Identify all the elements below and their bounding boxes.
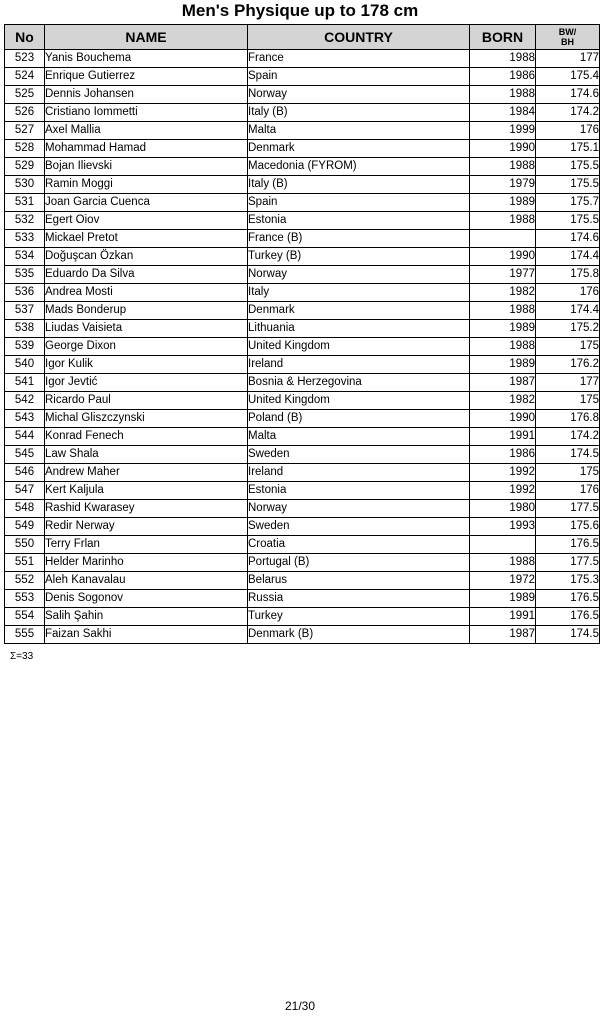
table-row xyxy=(5,608,600,626)
cell-no: 525 xyxy=(5,86,45,104)
table-row xyxy=(5,176,600,194)
cell-born: 1988 xyxy=(470,338,536,356)
cell-name: Faizan Sakhi xyxy=(45,626,248,644)
cell-name: Enrique Gutierrez xyxy=(45,68,248,86)
cell-no: 527 xyxy=(5,122,45,140)
cell-country: Italy (B) xyxy=(248,104,470,122)
cell-bw-bh: 174.5 xyxy=(536,626,600,644)
cell-no: 543 xyxy=(5,410,45,428)
table-row xyxy=(5,536,600,554)
cell-no: 529 xyxy=(5,158,45,176)
cell-bw-bh: 175.4 xyxy=(536,68,600,86)
cell-name: Law Shala xyxy=(45,446,248,464)
cell-no: 549 xyxy=(5,518,45,536)
table-row xyxy=(5,104,600,122)
cell-name: Mads Bonderup xyxy=(45,302,248,320)
cell-bw-bh: 175 xyxy=(536,464,600,482)
cell-name: Igor Kulik xyxy=(45,356,248,374)
cell-bw-bh: 174.4 xyxy=(536,248,600,266)
cell-born: 1989 xyxy=(470,356,536,374)
page-title: Men's Physique up to 178 cm xyxy=(181,1,419,20)
cell-country: France (B) xyxy=(248,230,470,248)
cell-no: 553 xyxy=(5,590,45,608)
cell-country: Estonia xyxy=(248,212,470,230)
cell-country: Malta xyxy=(248,428,470,446)
cell-born: 1988 xyxy=(470,158,536,176)
table-row xyxy=(5,554,600,572)
cell-bw-bh: 176.2 xyxy=(536,356,600,374)
cell-country: Lithuania xyxy=(248,320,470,338)
cell-bw-bh: 176 xyxy=(536,284,600,302)
column-header-name: NAME xyxy=(45,25,248,50)
cell-country: Denmark (B) xyxy=(248,626,470,644)
table-row xyxy=(5,230,600,248)
cell-no: 537 xyxy=(5,302,45,320)
cell-country: Sweden xyxy=(248,446,470,464)
cell-name: Joan Garcia Cuenca xyxy=(45,194,248,212)
cell-bw-bh: 175 xyxy=(536,392,600,410)
table-row xyxy=(5,464,600,482)
cell-bw-bh: 174.5 xyxy=(536,446,600,464)
cell-name: Yanis Bouchema xyxy=(45,50,248,68)
cell-name: Konrad Fenech xyxy=(45,428,248,446)
cell-born: 1988 xyxy=(470,50,536,68)
cell-born: 1984 xyxy=(470,104,536,122)
table-row xyxy=(5,50,600,68)
cell-bw-bh: 176.5 xyxy=(536,536,600,554)
cell-born: 1999 xyxy=(470,122,536,140)
cell-no: 530 xyxy=(5,176,45,194)
cell-country: Denmark xyxy=(248,302,470,320)
column-header-bw-bh xyxy=(536,25,600,50)
table-row xyxy=(5,446,600,464)
table-row xyxy=(5,320,600,338)
cell-born: 1989 xyxy=(470,590,536,608)
cell-born: 1988 xyxy=(470,212,536,230)
table-row xyxy=(5,482,600,500)
cell-no: 541 xyxy=(5,374,45,392)
cell-country: United Kingdom xyxy=(248,392,470,410)
cell-born: 1990 xyxy=(470,410,536,428)
cell-born: 1977 xyxy=(470,266,536,284)
cell-country: Norway xyxy=(248,500,470,518)
cell-no: 554 xyxy=(5,608,45,626)
cell-born: 1991 xyxy=(470,608,536,626)
cell-born: 1993 xyxy=(470,518,536,536)
table-row xyxy=(5,518,600,536)
cell-born: 1988 xyxy=(470,554,536,572)
cell-bw-bh: 175.6 xyxy=(536,518,600,536)
table-row xyxy=(5,392,600,410)
cell-bw-bh: 176 xyxy=(536,482,600,500)
cell-name: Liudas Vaisieta xyxy=(45,320,248,338)
cell-name: Igor Jevtić xyxy=(45,374,248,392)
cell-no: 532 xyxy=(5,212,45,230)
cell-name: Egert Oiov xyxy=(45,212,248,230)
cell-born xyxy=(470,536,536,554)
total-count: Σ=33 xyxy=(10,651,34,662)
cell-no: 547 xyxy=(5,482,45,500)
cell-name: George Dixon xyxy=(45,338,248,356)
cell-bw-bh: 175.5 xyxy=(536,158,600,176)
cell-born: 1982 xyxy=(470,392,536,410)
cell-bw-bh: 176 xyxy=(536,122,600,140)
cell-no: 546 xyxy=(5,464,45,482)
cell-born: 1989 xyxy=(470,194,536,212)
table-row xyxy=(5,626,600,644)
cell-country: Bosnia & Herzegovina xyxy=(248,374,470,392)
table-row xyxy=(5,374,600,392)
cell-country: Italy (B) xyxy=(248,176,470,194)
cell-no: 531 xyxy=(5,194,45,212)
cell-born: 1988 xyxy=(470,86,536,104)
cell-country: United Kingdom xyxy=(248,338,470,356)
cell-bw-bh: 175.3 xyxy=(536,572,600,590)
cell-bw-bh: 174.2 xyxy=(536,104,600,122)
cell-born: 1972 xyxy=(470,572,536,590)
cell-bw-bh: 175.2 xyxy=(536,320,600,338)
cell-country: Sweden xyxy=(248,518,470,536)
cell-bw-bh: 174.6 xyxy=(536,86,600,104)
cell-bw-bh: 176.8 xyxy=(536,410,600,428)
cell-bw-bh: 175.5 xyxy=(536,176,600,194)
cell-bw-bh: 174.2 xyxy=(536,428,600,446)
cell-country: Spain xyxy=(248,68,470,86)
cell-no: 555 xyxy=(5,626,45,644)
table-row xyxy=(5,122,600,140)
cell-bw-bh: 176.5 xyxy=(536,590,600,608)
cell-bw-bh: 177.5 xyxy=(536,500,600,518)
cell-name: Rashid Kwarasey xyxy=(45,500,248,518)
cell-no: 544 xyxy=(5,428,45,446)
cell-name: Helder Marinho xyxy=(45,554,248,572)
cell-bw-bh: 177 xyxy=(536,374,600,392)
cell-no: 534 xyxy=(5,248,45,266)
column-header-bw-line1: BW/ xyxy=(558,27,577,37)
cell-country: Ireland xyxy=(248,356,470,374)
cell-country: Poland (B) xyxy=(248,410,470,428)
cell-born: 1992 xyxy=(470,482,536,500)
cell-name: Kert Kaljula xyxy=(45,482,248,500)
cell-country: Spain xyxy=(248,194,470,212)
column-header-bw-line2: BH xyxy=(561,37,574,47)
cell-no: 523 xyxy=(5,50,45,68)
cell-name: Axel Mallia xyxy=(45,122,248,140)
cell-born: 1987 xyxy=(470,626,536,644)
cell-born: 1979 xyxy=(470,176,536,194)
cell-country: Belarus xyxy=(248,572,470,590)
cell-name: Michal Gliszczynski xyxy=(45,410,248,428)
table-row xyxy=(5,248,600,266)
cell-country: Turkey (B) xyxy=(248,248,470,266)
table-row xyxy=(5,158,600,176)
cell-name: Denis Sogonov xyxy=(45,590,248,608)
cell-name: Doğuşcan Özkan xyxy=(45,248,248,266)
column-header-country: COUNTRY xyxy=(248,25,470,50)
cell-bw-bh: 175.1 xyxy=(536,140,600,158)
cell-no: 536 xyxy=(5,284,45,302)
cell-country: Russia xyxy=(248,590,470,608)
table-row xyxy=(5,194,600,212)
table-row xyxy=(5,428,600,446)
table-row xyxy=(5,212,600,230)
cell-bw-bh: 174.6 xyxy=(536,230,600,248)
cell-born: 1987 xyxy=(470,374,536,392)
cell-no: 538 xyxy=(5,320,45,338)
cell-born xyxy=(470,230,536,248)
cell-no: 535 xyxy=(5,266,45,284)
table-row xyxy=(5,68,600,86)
cell-name: Mohammad Hamad xyxy=(45,140,248,158)
cell-no: 526 xyxy=(5,104,45,122)
cell-bw-bh: 176.5 xyxy=(536,608,600,626)
column-header-no: No xyxy=(5,25,45,50)
cell-country: Estonia xyxy=(248,482,470,500)
table-row xyxy=(5,284,600,302)
cell-no: 551 xyxy=(5,554,45,572)
cell-born: 1989 xyxy=(470,320,536,338)
cell-country: Macedonia (FYROM) xyxy=(248,158,470,176)
cell-country: Denmark xyxy=(248,140,470,158)
cell-no: 528 xyxy=(5,140,45,158)
cell-no: 533 xyxy=(5,230,45,248)
cell-name: Bojan Ilievski xyxy=(45,158,248,176)
cell-bw-bh: 175.8 xyxy=(536,266,600,284)
cell-country: Malta xyxy=(248,122,470,140)
table-row xyxy=(5,590,600,608)
table-row xyxy=(5,140,600,158)
cell-bw-bh: 177 xyxy=(536,50,600,68)
header-row xyxy=(5,25,600,50)
cell-name: Andrew Maher xyxy=(45,464,248,482)
cell-name: Andrea Mosti xyxy=(45,284,248,302)
cell-no: 542 xyxy=(5,392,45,410)
cell-bw-bh: 174.4 xyxy=(536,302,600,320)
cell-no: 540 xyxy=(5,356,45,374)
cell-born: 1986 xyxy=(470,446,536,464)
cell-name: Ricardo Paul xyxy=(45,392,248,410)
table-row xyxy=(5,86,600,104)
cell-name: Ramin Moggi xyxy=(45,176,248,194)
cell-name: Salih Şahin xyxy=(45,608,248,626)
table-row xyxy=(5,302,600,320)
cell-country: Turkey xyxy=(248,608,470,626)
cell-country: Ireland xyxy=(248,464,470,482)
table-row xyxy=(5,356,600,374)
cell-country: Portugal (B) xyxy=(248,554,470,572)
cell-name: Dennis Johansen xyxy=(45,86,248,104)
cell-born: 1992 xyxy=(470,464,536,482)
cell-bw-bh: 175 xyxy=(536,338,600,356)
table-row xyxy=(5,572,600,590)
table-row xyxy=(5,500,600,518)
cell-no: 524 xyxy=(5,68,45,86)
cell-country: Italy xyxy=(248,284,470,302)
cell-born: 1991 xyxy=(470,428,536,446)
column-header-born: BORN xyxy=(470,25,536,50)
cell-born: 1982 xyxy=(470,284,536,302)
cell-born: 1990 xyxy=(470,140,536,158)
cell-no: 550 xyxy=(5,536,45,554)
table-row xyxy=(5,338,600,356)
cell-no: 539 xyxy=(5,338,45,356)
cell-name: Redir Nerway xyxy=(45,518,248,536)
cell-no: 548 xyxy=(5,500,45,518)
cell-no: 552 xyxy=(5,572,45,590)
cell-no: 545 xyxy=(5,446,45,464)
roster-table xyxy=(4,24,600,644)
cell-bw-bh: 177.5 xyxy=(536,554,600,572)
cell-country: Croatia xyxy=(248,536,470,554)
cell-bw-bh: 175.7 xyxy=(536,194,600,212)
cell-country: Norway xyxy=(248,86,470,104)
table-row xyxy=(5,410,600,428)
cell-name: Eduardo Da Silva xyxy=(45,266,248,284)
cell-name: Cristiano Iommetti xyxy=(45,104,248,122)
table-row xyxy=(5,266,600,284)
cell-name: Mickael Pretot xyxy=(45,230,248,248)
cell-name: Terry Frlan xyxy=(45,536,248,554)
cell-name: Aleh Kanavalau xyxy=(45,572,248,590)
page-number: 21/30 xyxy=(284,999,316,1013)
cell-born: 1988 xyxy=(470,302,536,320)
cell-country: Norway xyxy=(248,266,470,284)
cell-born: 1986 xyxy=(470,68,536,86)
cell-born: 1980 xyxy=(470,500,536,518)
cell-bw-bh: 175.5 xyxy=(536,212,600,230)
cell-born: 1990 xyxy=(470,248,536,266)
cell-country: France xyxy=(248,50,470,68)
